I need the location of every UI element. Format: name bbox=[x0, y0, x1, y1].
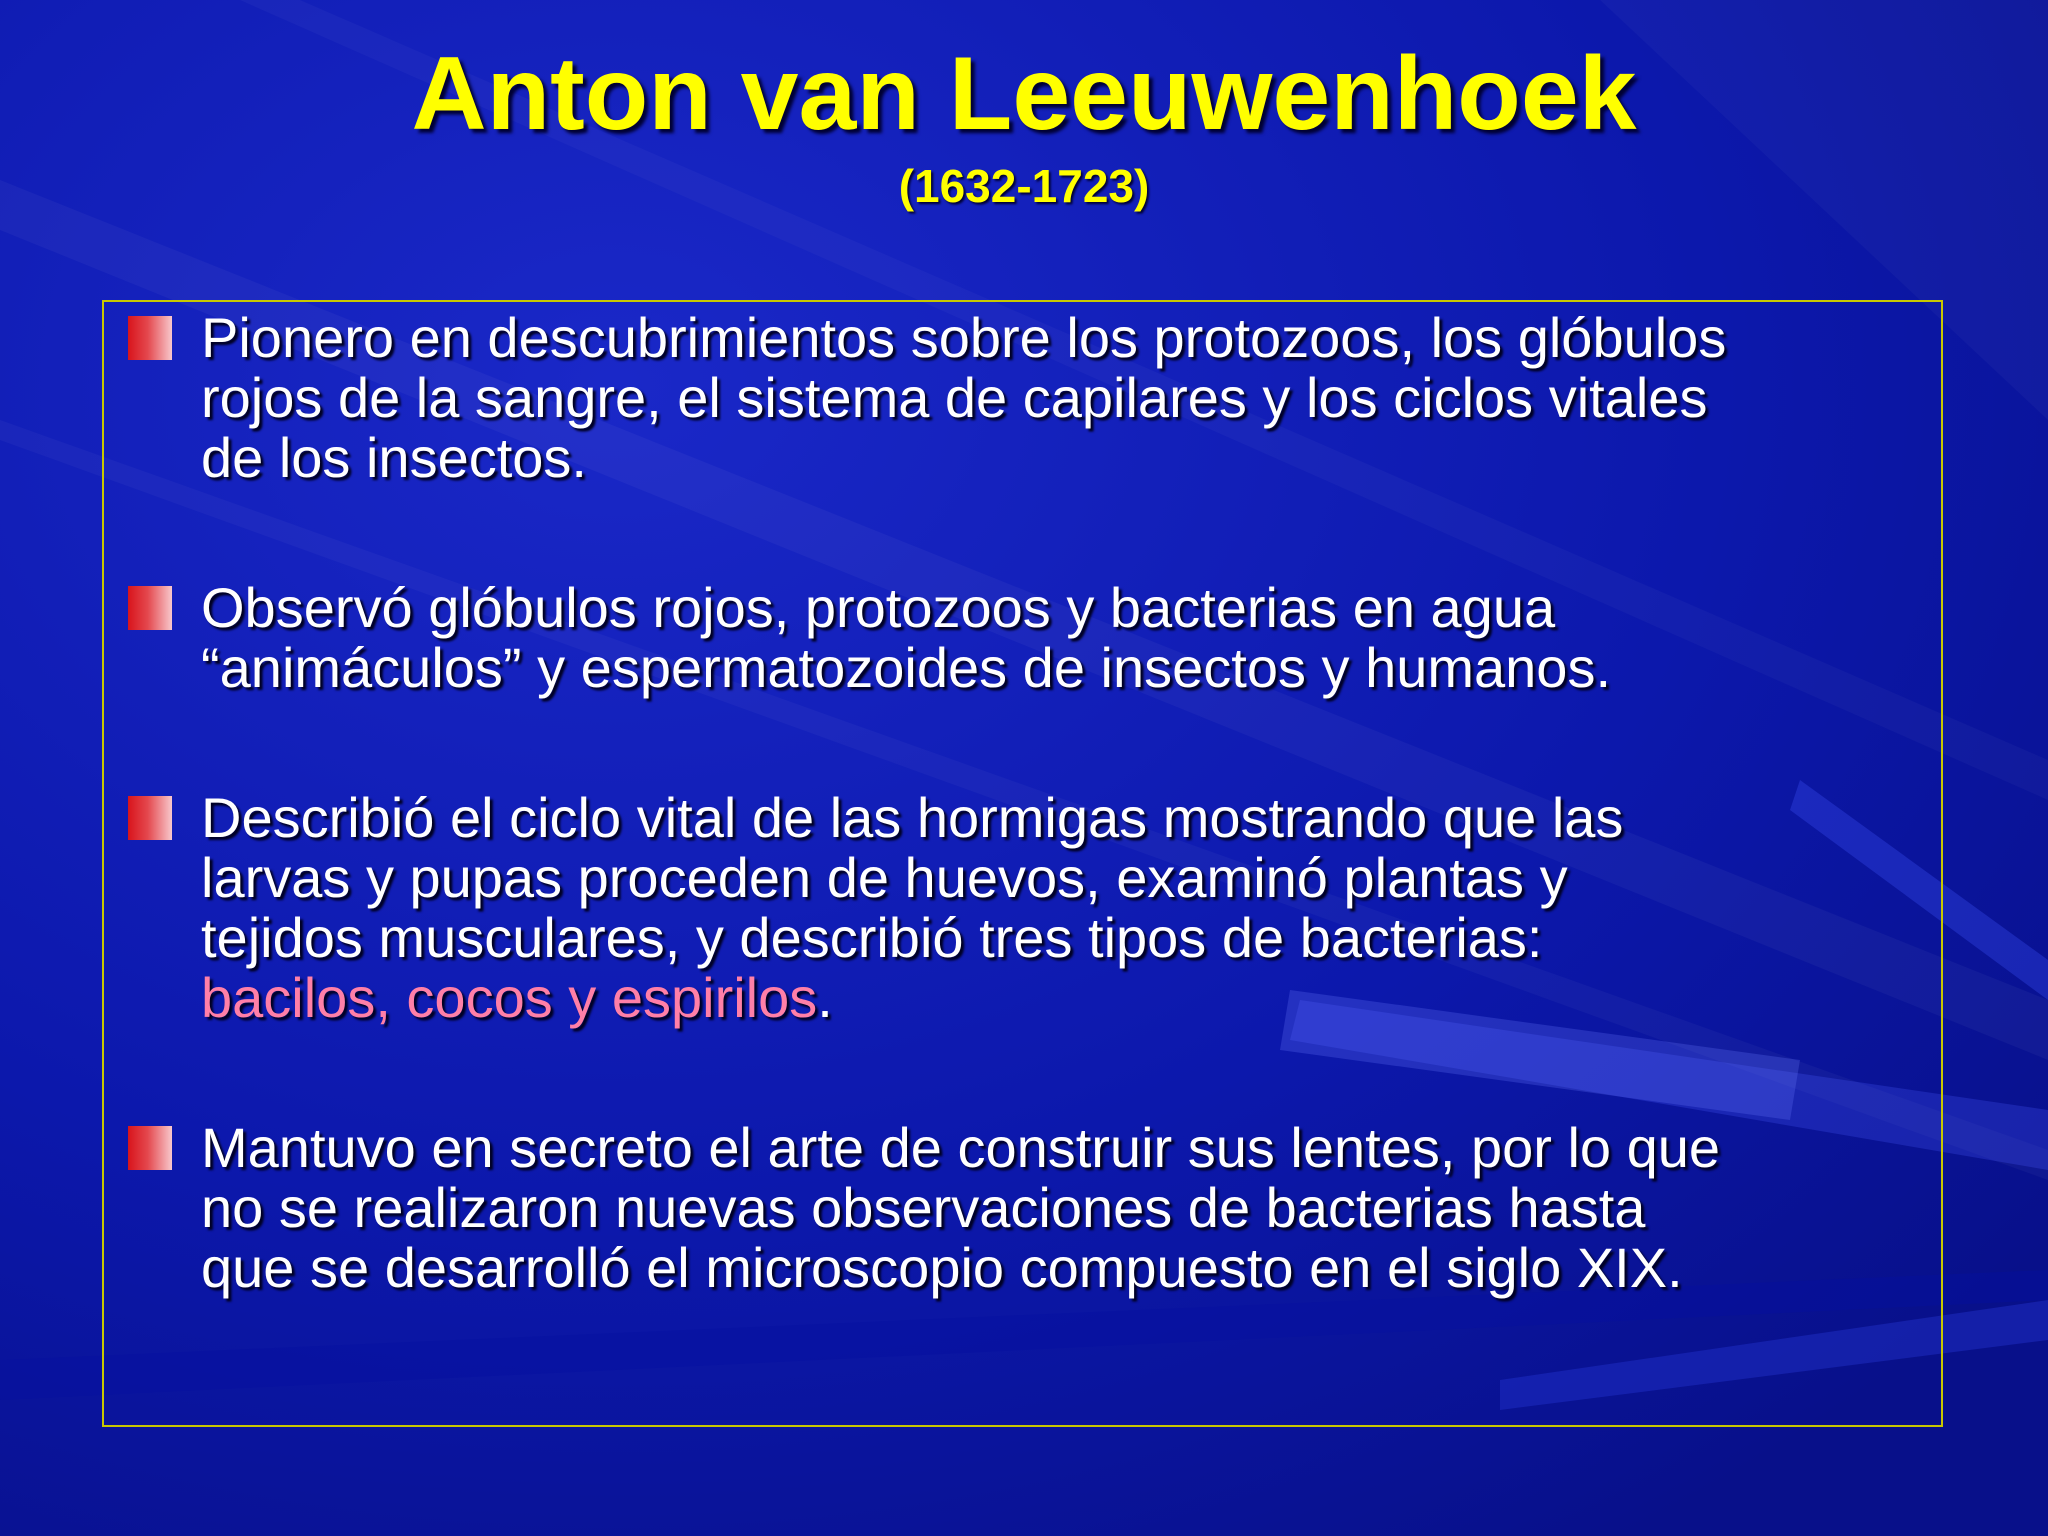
bullet-line: que se desarrolló el microscopio compuesto en el siglo XIX. bbox=[201, 1236, 1683, 1299]
bacteria-types-highlight: bacilos, cocos y espirilos bbox=[201, 966, 818, 1029]
bullet-text bbox=[201, 788, 1941, 1028]
bullet-line: de los insectos. bbox=[201, 426, 587, 489]
bullet-line-end: . bbox=[817, 966, 833, 1029]
bullet-line: rojos de la sangre, el sistema de capilares y los ciclos vitales bbox=[201, 366, 1708, 429]
bullet-line: no se realizaron nuevas observaciones de bacterias hasta bbox=[201, 1176, 1646, 1239]
bullet-line: Mantuvo en secreto el arte de construir sus lentes, por lo que bbox=[201, 1116, 1721, 1179]
bullet-line: Pionero en descubrimientos sobre los protozoos, los glóbulos bbox=[201, 306, 1727, 369]
square-bullet-icon bbox=[128, 796, 172, 840]
slide-subtitle: (1632-1723) bbox=[898, 160, 1150, 212]
bullet-line: larvas y pupas proceden de huevos, examinó plantas y bbox=[201, 846, 1568, 909]
bullet-text bbox=[201, 578, 1941, 698]
square-bullet-icon bbox=[128, 1126, 172, 1170]
slide-title: Anton van Leeuwenhoek bbox=[411, 36, 1637, 152]
square-bullet-icon bbox=[128, 316, 172, 360]
bullet-line bbox=[201, 968, 1941, 1028]
bullet-line: “animáculos” y espermatozoides de insectos y humanos. bbox=[201, 636, 1612, 699]
bullet-text bbox=[201, 1118, 1941, 1298]
bullet-line: tejidos musculares, y describió tres tipos de bacterias: bbox=[201, 906, 1543, 969]
bullet-line: Describió el ciclo vital de las hormigas mostrando que las bbox=[201, 786, 1624, 849]
content-box bbox=[102, 300, 1943, 1427]
bullet-text bbox=[201, 308, 1941, 488]
square-bullet-icon bbox=[128, 586, 172, 630]
bullet-line: Observó glóbulos rojos, protozoos y bacterias en agua bbox=[201, 576, 1556, 639]
